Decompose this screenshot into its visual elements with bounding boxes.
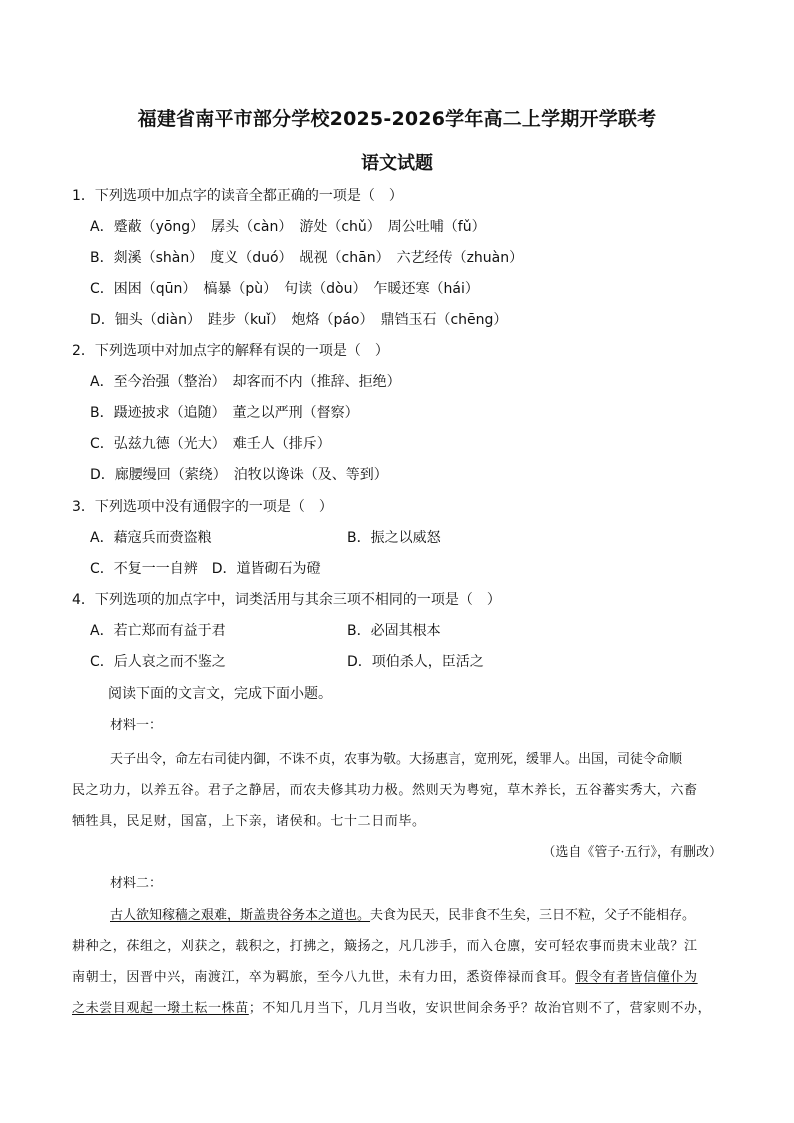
material-1-source: （选自《管子·五行》，有删改）: [542, 845, 722, 860]
question-1-option-c: C．困困（qūn） 槁暴（pù） 句读（dòu） 乍暖还寒（hái）: [90, 281, 479, 297]
material-2-label: 材料二：: [110, 876, 163, 891]
question-2-option-a: A．至今治强（整治） 却客而不内（推辞、拒绝）: [90, 374, 401, 390]
material-2-line: 耕种之，茠组之，刈获之，载积之，打拂之，簸扬之，凡几涉手，而入仓廪，安可轻农事而贵末业哉？江: [72, 939, 698, 954]
exam-title: 福建省南平市部分学校2025-2026学年高二上学期开学联考: [137, 108, 657, 130]
question-4-option-b: B．必固其根本: [347, 623, 441, 639]
question-1-stem: 1．下列选项中加点字的读音全都正确的一项是（ ）: [72, 188, 403, 204]
question-4-option-a: A．若亡郑而有益于君: [90, 623, 226, 639]
question-3-option-b: B．振之以威怒: [347, 530, 441, 546]
question-3-stem: 3．下列选项中没有通假字的一项是（ ）: [72, 499, 333, 515]
text-span: 南朝士，因晋中兴，南渡江，卒为羁旅，至今八九世，未有力田，悉资俸禄而食耳。: [72, 970, 576, 985]
underlined-sentence: 古人欲知稼穑之艰难，斯盖贵谷务本之道也。: [110, 908, 371, 923]
question-4-option-d: D．项伯杀人，臣活之: [347, 654, 484, 670]
text-span: 夫食为民天，民非食不生矣，三日不粒，父子不能相存。: [370, 908, 696, 923]
question-3-option-a: A．藉寇兵而赍盗粮: [90, 530, 212, 546]
question-2-option-c: C．弘兹九德（光大） 难壬人（排斥）: [90, 436, 331, 452]
underlined-sentence: 假令有者皆信僮仆为: [575, 970, 698, 985]
underlined-sentence: 之未尝目观起一墢土耘一株苗: [72, 1001, 249, 1016]
question-1-option-d: D．钿头（diàn） 跬步（kuǐ） 炮烙（páo） 鼎铛玉石（chēng）: [90, 312, 508, 328]
exam-subtitle: 语文试题: [361, 153, 433, 174]
material-2-line: [72, 999, 722, 1019]
text-span: ；不知几月当下，几月当收，安识世间余务乎？故治官则不了，营家则不办，: [248, 1001, 712, 1016]
question-1-option-b: B．剡溪（shàn） 度义（duó） 觇视（chān） 六艺经传（zhuàn）: [90, 250, 524, 266]
material-2-line: [110, 906, 695, 926]
question-2-option-b: B．蹑迹披求（追随） 董之以严刑（督察）: [90, 405, 359, 421]
reading-intro: 阅读下面的文言文，完成下面小题。: [108, 686, 332, 702]
material-1-label: 材料一：: [110, 718, 163, 733]
question-2-stem: 2．下列选项中对加点字的解释有误的一项是（ ）: [72, 343, 389, 359]
question-2-option-d: D．廊腰缦回（萦绕） 泊牧以谗诛（及、等到）: [90, 467, 388, 483]
material-1-line: 民之功力，以养五谷。君子之静居，而农夫修其功力极。然则天为粤宛，草木养长，五谷蕃实秀大，六畜: [72, 783, 698, 798]
material-1-line: 牺牲具，民足财，国富，上下亲，诸侯和。七十二日而毕。: [72, 814, 426, 829]
question-4-option-c: C．后人哀之而不鉴之: [90, 654, 226, 670]
question-4-stem: 4．下列选项的加点字中，词类活用与其余三项不相同的一项是（ ）: [72, 592, 501, 608]
question-1-option-a: A．蹙蔽（yōng） 孱头（càn） 游处（chǔ） 周公吐哺（fǔ）: [90, 219, 486, 235]
question-3-option-cd: C．不复一一自辨 D．道皆砌石为磴: [90, 561, 321, 577]
material-2-line: [72, 968, 722, 988]
material-1-line: 天子出令，命左右司徒内御，不诛不贞，农事为敬。大扬惠言，宽刑死，缓罪人。出国，司徒令命顺: [110, 752, 683, 767]
